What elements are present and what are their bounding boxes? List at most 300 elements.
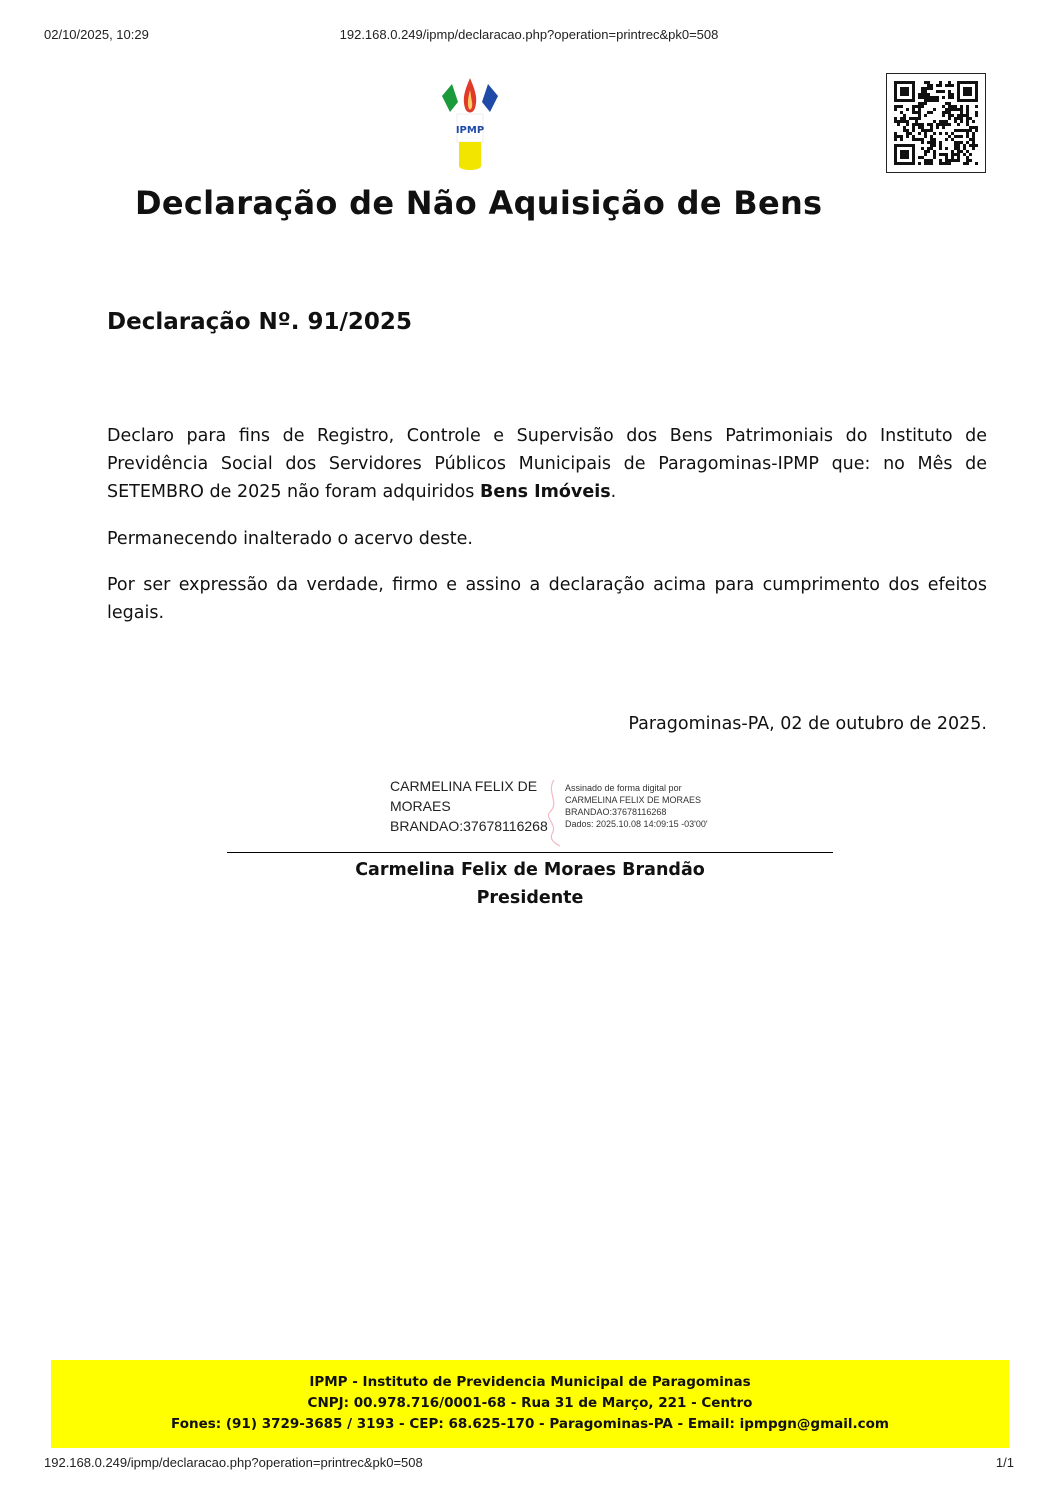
qr-module — [936, 84, 939, 87]
qr-module — [927, 81, 930, 84]
qr-module — [969, 126, 972, 129]
qr-module — [921, 123, 924, 126]
qr-module — [942, 96, 945, 99]
qr-module — [927, 99, 930, 102]
qr-module — [945, 111, 948, 114]
qr-module — [930, 123, 933, 126]
qr-module — [915, 111, 918, 114]
qr-module — [927, 123, 930, 126]
signature-info-line: Dados: 2025.10.08 14:09:15 -03'00' — [565, 819, 708, 829]
document-title: Declaração de Não Aquisição de Bens — [135, 184, 823, 222]
signature-line — [227, 852, 833, 853]
qr-module — [945, 162, 948, 165]
qr-module — [942, 123, 945, 126]
qr-module — [954, 120, 957, 123]
qr-module — [918, 102, 921, 105]
qr-module — [915, 105, 918, 108]
footer-institution: IPMP - Instituto de Previdencia Municipal de Paragominas — [309, 1374, 751, 1390]
qr-module — [906, 108, 909, 111]
qr-module — [915, 120, 918, 123]
signature-info-line: Assinado de forma digital por — [565, 783, 682, 793]
qr-module — [966, 129, 969, 132]
qr-module — [930, 99, 933, 102]
qr-module — [903, 129, 906, 132]
qr-module — [939, 144, 942, 147]
qr-module — [924, 87, 927, 90]
qr-module — [966, 135, 969, 138]
qr-module — [924, 153, 927, 156]
qr-module — [951, 153, 954, 156]
qr-module — [945, 138, 948, 141]
signature-info-line: BRANDAO:37678116268 — [565, 807, 667, 817]
qr-module — [945, 108, 948, 111]
qr-module — [957, 153, 960, 156]
qr-module — [975, 144, 978, 147]
qr-module — [924, 132, 927, 135]
qr-module — [960, 105, 963, 108]
qr-module — [930, 129, 933, 132]
footer-contact: Fones: (91) 3729-3685 / 3193 - CEP: 68.625-170 - Paragominas-PA - Email: ipmpgn@gmail.com — [171, 1416, 889, 1432]
qr-module — [951, 132, 954, 135]
qr-module — [894, 108, 897, 111]
qr-module — [903, 120, 906, 123]
qr-module — [963, 162, 966, 165]
qr-module — [957, 144, 960, 147]
print-url: 192.168.0.249/ipmp/declaracao.php?operation=printrec&pk0=508 — [339, 27, 719, 42]
qr-module — [894, 120, 897, 123]
qr-module — [894, 117, 897, 120]
qr-module — [948, 105, 951, 108]
qr-module — [951, 150, 954, 153]
qr-module — [912, 117, 915, 120]
qr-module — [957, 150, 960, 153]
qr-module — [966, 120, 969, 123]
qr-module — [960, 135, 963, 138]
qr-module — [900, 120, 903, 123]
qr-module — [912, 135, 915, 138]
qr-module — [966, 108, 969, 111]
qr-module — [954, 117, 957, 120]
qr-module — [930, 141, 933, 144]
qr-module — [972, 135, 975, 138]
qr-module — [951, 93, 954, 96]
qr-module — [972, 141, 975, 144]
qr-module — [960, 117, 963, 120]
qr-module — [957, 156, 960, 159]
qr-module — [930, 126, 933, 129]
qr-module — [927, 129, 930, 132]
qr-module — [972, 120, 975, 123]
ipmp-logo-icon — [440, 76, 500, 170]
qr-module — [924, 150, 927, 153]
qr-module — [966, 159, 969, 162]
qr-module — [945, 84, 948, 87]
signature-name — [390, 776, 562, 836]
qr-module — [900, 105, 903, 108]
qr-module — [897, 135, 900, 138]
qr-module — [918, 105, 921, 108]
qr-module — [954, 129, 957, 132]
qr-module — [951, 108, 954, 111]
qr-module — [948, 93, 951, 96]
qr-code-icon — [886, 73, 986, 173]
qr-module — [972, 147, 975, 150]
qr-module — [942, 126, 945, 129]
qr-module — [900, 111, 903, 114]
qr-module — [957, 123, 960, 126]
qr-module — [948, 90, 951, 93]
qr-module — [921, 90, 924, 93]
qr-module — [939, 81, 942, 84]
qr-module — [975, 114, 978, 117]
qr-module — [915, 117, 918, 120]
qr-module — [969, 144, 972, 147]
qr-module — [972, 138, 975, 141]
qr-module — [897, 105, 900, 108]
qr-module — [966, 111, 969, 114]
qr-module — [921, 147, 924, 150]
qr-module — [969, 129, 972, 132]
qr-module — [954, 153, 957, 156]
qr-module — [927, 111, 930, 114]
qr-module — [933, 138, 936, 141]
qr-module — [915, 138, 918, 141]
qr-module — [942, 153, 945, 156]
qr-module — [948, 84, 951, 87]
qr-module — [897, 120, 900, 123]
qr-module — [933, 144, 936, 147]
qr-module — [930, 147, 933, 150]
qr-module — [939, 162, 942, 165]
qr-module — [921, 156, 924, 159]
qr-module — [930, 84, 933, 87]
qr-module — [966, 141, 969, 144]
qr-module — [942, 114, 945, 117]
qr-module — [906, 123, 909, 126]
qr-module — [930, 159, 933, 162]
qr-module — [924, 135, 927, 138]
qr-module — [936, 123, 939, 126]
qr-module — [927, 87, 930, 90]
qr-module — [966, 132, 969, 135]
qr-module — [939, 90, 942, 93]
declaration-paragraph — [107, 422, 987, 506]
qr-module — [939, 120, 942, 123]
qr-module — [942, 105, 945, 108]
qr-module — [921, 102, 924, 105]
qr-module — [969, 117, 972, 120]
qr-module — [939, 153, 942, 156]
qr-module — [975, 162, 978, 165]
qr-module — [954, 141, 957, 144]
qr-module — [963, 147, 966, 150]
qr-module — [918, 138, 921, 141]
qr-module — [939, 147, 942, 150]
qr-module — [945, 147, 948, 150]
qr-module — [930, 144, 933, 147]
qr-module — [924, 159, 927, 162]
signature-name-line: CARMELINA FELIX DE — [390, 778, 538, 794]
paragraph-text: Declaro para fins de Registro, Controle e Supervisão dos Bens Patrimoniais do Instituto de Previdência Social dos Servidores Públicos Municipais de Paragominas-IPMP que: no Mês de SETEMBRO de 2025 não foram adquiridos — [107, 426, 987, 502]
qr-module — [951, 114, 954, 117]
qr-module — [927, 159, 930, 162]
signature-info-line: CARMELINA FELIX DE MORAES — [565, 795, 702, 805]
qr-module — [942, 111, 945, 114]
qr-module — [894, 135, 897, 138]
signature-name-line: BRANDAO:37678116268 — [390, 818, 548, 834]
qr-module — [894, 138, 897, 141]
qr-module — [936, 99, 939, 102]
qr-module — [960, 120, 963, 123]
qr-module — [924, 99, 927, 102]
qr-module — [954, 105, 957, 108]
qr-module — [912, 129, 915, 132]
qr-module — [903, 114, 906, 117]
qr-module — [942, 120, 945, 123]
qr-module — [951, 96, 954, 99]
qr-module — [969, 153, 972, 156]
qr-module — [963, 129, 966, 132]
qr-module — [966, 123, 969, 126]
qr-module — [930, 87, 933, 90]
qr-module — [933, 132, 936, 135]
signer-role: Presidente — [476, 888, 584, 908]
qr-module — [939, 132, 942, 135]
qr-module — [954, 159, 957, 162]
print-footer-url: 192.168.0.249/ipmp/declaracao.php?operation=printrec&pk0=508 — [44, 1455, 423, 1470]
qr-module — [969, 159, 972, 162]
qr-module — [921, 129, 924, 132]
qr-module — [957, 135, 960, 138]
qr-module — [942, 162, 945, 165]
print-header — [0, 27, 1058, 45]
qr-module — [921, 126, 924, 129]
qr-module — [921, 96, 924, 99]
qr-module — [948, 111, 951, 114]
digital-signature — [390, 776, 750, 842]
qr-module — [945, 153, 948, 156]
qr-module — [906, 132, 909, 135]
qr-module — [918, 93, 921, 96]
print-datetime: 02/10/2025, 10:29 — [44, 27, 149, 42]
closing-paragraph: Por ser expressão da verdade, firmo e assino a declaração acima para cumprimento dos efeitos legais. — [107, 575, 987, 623]
qr-module — [957, 159, 960, 162]
qr-module — [960, 108, 963, 111]
qr-module — [975, 105, 978, 108]
qr-module — [921, 138, 924, 141]
qr-module — [894, 105, 897, 108]
qr-module — [912, 108, 915, 111]
qr-module — [906, 120, 909, 123]
qr-module — [948, 162, 951, 165]
qr-module — [945, 156, 948, 159]
qr-module — [918, 132, 921, 135]
qr-module — [918, 96, 921, 99]
print-footer — [0, 1455, 1058, 1473]
qr-module — [921, 105, 924, 108]
qr-module — [933, 153, 936, 156]
qr-module — [951, 84, 954, 87]
qr-module — [939, 123, 942, 126]
qr-module — [915, 123, 918, 126]
qr-module — [900, 117, 903, 120]
qr-module — [927, 150, 930, 153]
qr-module — [897, 123, 900, 126]
qr-module — [954, 135, 957, 138]
unchanged-paragraph: Permanecendo inalterado o acervo deste. — [107, 529, 473, 549]
qr-module — [960, 141, 963, 144]
qr-module — [906, 129, 909, 132]
qr-module — [975, 111, 978, 114]
qr-module — [963, 144, 966, 147]
qr-module — [921, 87, 924, 90]
qr-module — [945, 159, 948, 162]
qr-module — [903, 126, 906, 129]
qr-module — [930, 135, 933, 138]
institution-footer — [51, 1360, 1009, 1448]
qr-module — [960, 114, 963, 117]
qr-module — [903, 117, 906, 120]
qr-module — [918, 126, 921, 129]
qr-module — [948, 135, 951, 138]
svg-text:IPMP: IPMP — [455, 125, 485, 136]
qr-module — [972, 144, 975, 147]
qr-module — [960, 111, 963, 114]
qr-module — [933, 120, 936, 123]
qr-module — [966, 105, 969, 108]
qr-module — [966, 150, 969, 153]
qr-module — [927, 162, 930, 165]
qr-module — [918, 117, 921, 120]
qr-module — [972, 126, 975, 129]
qr-module — [951, 105, 954, 108]
qr-module — [975, 129, 978, 132]
qr-module — [948, 114, 951, 117]
qr-module — [912, 126, 915, 129]
footer-address: CNPJ: 00.978.716/0001-68 - Rua 31 de Março, 221 - Centro — [307, 1395, 753, 1411]
qr-module — [963, 153, 966, 156]
qr-module — [924, 96, 927, 99]
qr-module — [918, 108, 921, 111]
qr-module — [966, 114, 969, 117]
qr-module — [924, 93, 927, 96]
qr-module — [933, 141, 936, 144]
signer-name: Carmelina Felix de Moraes Brandão — [355, 860, 705, 880]
qr-module — [966, 162, 969, 165]
bold-term: Bens Imóveis — [479, 482, 611, 502]
qr-module — [900, 138, 903, 141]
signature-info — [565, 782, 745, 830]
qr-module — [933, 108, 936, 111]
qr-module — [948, 96, 951, 99]
qr-module — [948, 81, 951, 84]
qr-module — [924, 162, 927, 165]
qr-module — [918, 114, 921, 117]
qr-module — [927, 147, 930, 150]
paragraph-end: . — [610, 482, 617, 502]
signature-name-line: MORAES — [390, 798, 451, 814]
qr-module — [933, 96, 936, 99]
qr-module — [969, 138, 972, 141]
qr-module — [966, 156, 969, 159]
qr-module — [930, 138, 933, 141]
qr-module — [927, 84, 930, 87]
qr-module — [951, 159, 954, 162]
qr-module — [930, 162, 933, 165]
qr-module — [954, 108, 957, 111]
qr-module — [930, 96, 933, 99]
qr-module — [933, 156, 936, 159]
qr-module — [954, 144, 957, 147]
qr-module — [939, 84, 942, 87]
qr-module — [894, 132, 897, 135]
qr-module — [921, 93, 924, 96]
qr-module — [966, 117, 969, 120]
qr-module — [909, 132, 912, 135]
qr-module — [900, 135, 903, 138]
qr-module — [933, 150, 936, 153]
qr-module — [975, 126, 978, 129]
qr-module — [927, 96, 930, 99]
qr-module — [957, 117, 960, 120]
qr-module — [960, 150, 963, 153]
qr-module — [918, 156, 921, 159]
qr-module — [936, 90, 939, 93]
declaration-number: Declaração Nº. 91/2025 — [107, 309, 412, 335]
place-date: Paragominas-PA, 02 de outubro de 2025. — [628, 714, 987, 734]
qr-module — [945, 120, 948, 123]
qr-module — [945, 132, 948, 135]
qr-module — [957, 114, 960, 117]
qr-module — [948, 108, 951, 111]
qr-module — [942, 90, 945, 93]
qr-module — [939, 141, 942, 144]
qr-module — [972, 132, 975, 135]
qr-module — [945, 102, 948, 105]
qr-module — [924, 90, 927, 93]
qr-module — [918, 162, 921, 165]
qr-module — [948, 102, 951, 105]
qr-module — [924, 129, 927, 132]
qr-module — [912, 111, 915, 114]
qr-module — [927, 93, 930, 96]
qr-module — [945, 123, 948, 126]
qr-module — [951, 156, 954, 159]
qr-module — [948, 123, 951, 126]
qr-module — [927, 141, 930, 144]
qr-module — [918, 111, 921, 114]
qr-module — [957, 108, 960, 111]
qr-module — [924, 114, 927, 117]
qr-module — [936, 96, 939, 99]
qr-module — [912, 123, 915, 126]
qr-module — [936, 126, 939, 129]
qr-module — [924, 102, 927, 105]
qr-module — [918, 123, 921, 126]
qr-module — [921, 141, 924, 144]
qr-module — [906, 135, 909, 138]
page-number: 1/1 — [995, 1455, 1014, 1470]
qr-module — [954, 147, 957, 150]
qr-module — [951, 138, 954, 141]
qr-module — [912, 105, 915, 108]
qr-module — [912, 138, 915, 141]
qr-module — [957, 129, 960, 132]
qr-module — [933, 99, 936, 102]
qr-module — [930, 111, 933, 114]
qr-module — [957, 147, 960, 150]
qr-module — [939, 159, 942, 162]
